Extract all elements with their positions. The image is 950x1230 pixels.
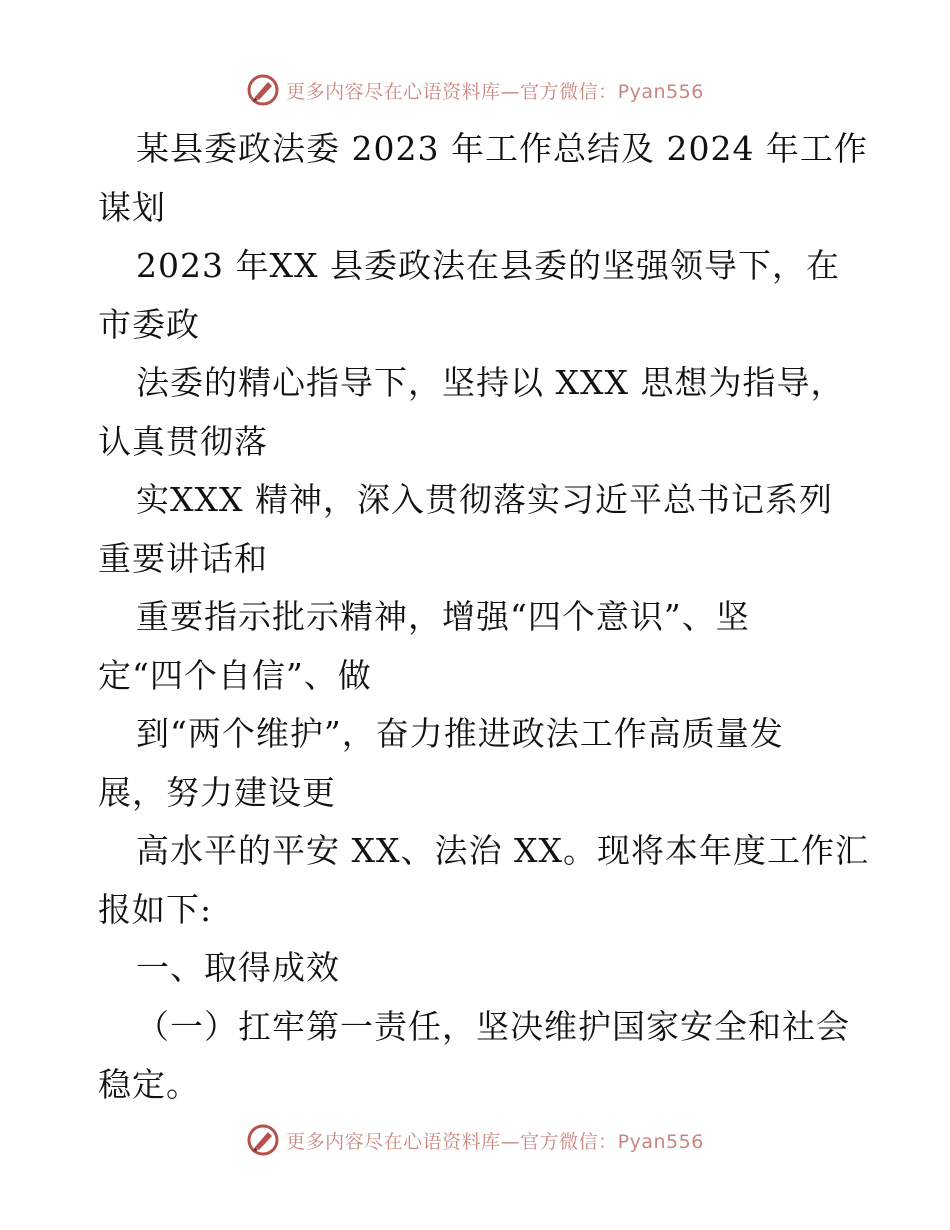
document-line: 到“两个维护”，奋力推进政法工作高质量发 — [136, 714, 784, 753]
document-line: 高水平的平安 XX、法治 XX。现将本年度工作汇 — [136, 831, 869, 870]
watermark-banner-bottom — [0, 1120, 950, 1160]
document-line: 实XXX 精神，深入贯彻落实习近平总书记系列 — [136, 480, 833, 519]
watermark-text: 更多内容尽在心语资料库—官方微信：Pyan556 — [286, 1130, 704, 1153]
document-line: 某县委政法委 2023 年工作总结及 2024 年工作 — [136, 129, 868, 168]
document-line: 一、取得成效 — [136, 948, 340, 987]
document-line: 认真贯彻落 — [98, 421, 268, 461]
document-line: 谋划 — [98, 187, 166, 227]
document-line: 法委的精心指导下，坚持以 XXX 思想为指导， — [136, 363, 845, 402]
pen-logo-icon — [246, 1123, 280, 1157]
pen-logo-icon — [246, 73, 280, 107]
document-line: 定“四个自信”、做 — [98, 655, 372, 695]
document-line: 市委政 — [98, 304, 200, 344]
document-line: 展，努力建设更 — [98, 772, 336, 812]
document-line: 稳定。 — [98, 1065, 200, 1104]
watermark-text: 更多内容尽在心语资料库—官方微信：Pyan556 — [286, 80, 704, 103]
document-line: 重要讲话和 — [98, 538, 268, 578]
document-line: 2023 年XX 县委政法在县委的坚强领导下，在 — [136, 246, 840, 285]
watermark-banner-top — [0, 70, 950, 110]
document-line: 重要指示批示精神，增强“四个意识”、坚 — [136, 597, 750, 636]
document-line: （一）扛牢第一责任，坚决维护国家安全和社会 — [136, 1006, 850, 1046]
document-line: 报如下: — [98, 889, 213, 929]
document-body — [98, 120, 869, 1115]
